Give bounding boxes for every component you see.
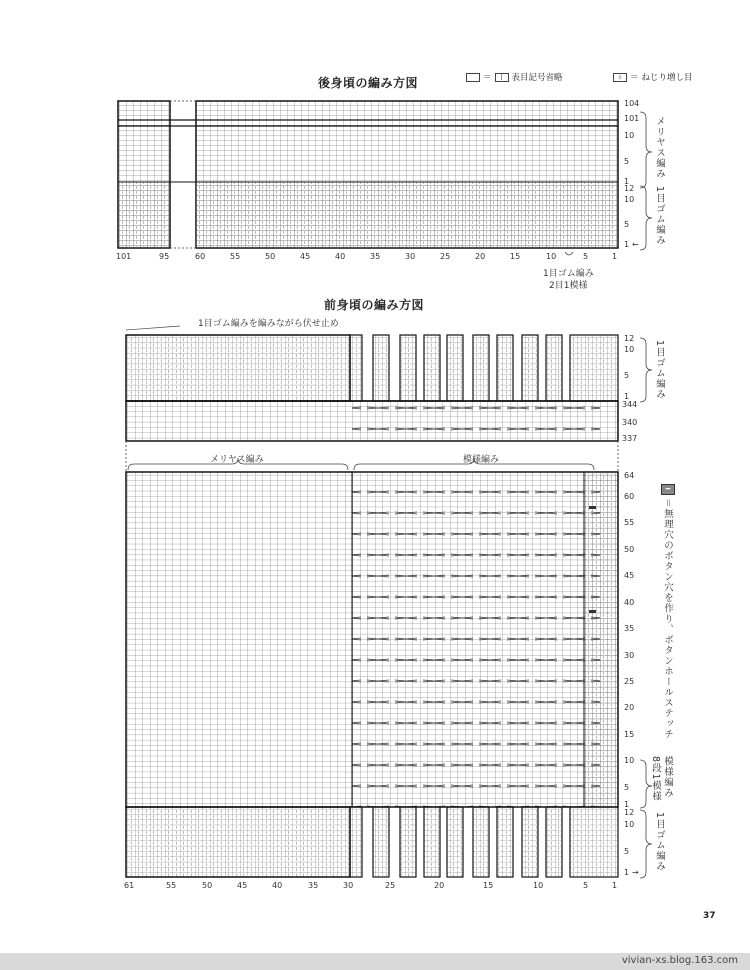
footer-watermark: vivian-xs.blog.163.com (621, 955, 738, 966)
legend-purl-omitted: ＝ | 表目記号省略 (466, 71, 563, 83)
front-row-45: 45 (624, 571, 635, 580)
front-row-10: 10 (624, 756, 635, 765)
front-row-25: 25 (624, 677, 635, 686)
front-top-row-1: 1 (624, 392, 630, 401)
back-row-5: 5 (624, 157, 630, 166)
front-top-row-340: 340 (622, 418, 638, 427)
front-col-15: 15 (483, 881, 494, 890)
back-col-1: 1 (612, 252, 618, 261)
footer-bar (0, 953, 750, 970)
back-col-55: 55 (230, 252, 241, 261)
back-col-10: 10 (546, 252, 557, 261)
front-top-row-5: 5 (624, 371, 630, 380)
front-chart-title: 前身頃の編み方図 (324, 298, 425, 312)
legend-twisted-increase: ᛟ ＝ ねじり増し目 (613, 71, 693, 83)
section-label-pattern: 模様編み (463, 455, 500, 465)
front-col-25: 25 (385, 881, 396, 890)
back-row-1a: 1 (624, 177, 630, 186)
rib-note-line2: 2目1模様 (549, 281, 588, 291)
front-col-45: 45 (237, 881, 248, 890)
front-row-60: 60 (624, 492, 635, 501)
front-col-35: 35 (308, 881, 319, 890)
legend-text: 表目記号省略 (511, 73, 563, 83)
front-row-15: 15 (624, 730, 635, 739)
section-label-stockinette: メリヤス編み (210, 455, 264, 465)
front-col-61: 61 (124, 881, 135, 890)
front-top-row-344: 344 (622, 400, 638, 409)
back-row-12: 12 (624, 184, 635, 193)
back-side-label-rib: 1目ゴム編み (654, 186, 665, 246)
front-row-40: 40 (624, 598, 635, 607)
front-row-5: 5 (624, 783, 630, 792)
back-row-10b: 10 (624, 195, 635, 204)
front-row-50: 50 (624, 545, 635, 554)
buttonhole-note: ＝無理穴のボタン穴を作り、ボタンホールステッチ (662, 498, 673, 740)
buttonhole-symbol-icon: ━ (661, 484, 675, 495)
back-col-40: 40 (335, 252, 346, 261)
front-col-10: 10 (533, 881, 544, 890)
front-top-side-label: 1目ゴム編み (654, 340, 665, 400)
front-row-64: 64 (624, 471, 635, 480)
front-bottom-row-10: 10 (624, 820, 635, 829)
front-top-row-337: 337 (622, 434, 638, 443)
back-col-95: 95 (159, 252, 170, 261)
pattern-repeat-label: 8段1模様 (650, 756, 661, 802)
front-row-35: 35 (624, 624, 635, 633)
front-bottom-row-12: 12 (624, 808, 635, 817)
back-row-101: 101 (624, 114, 640, 123)
back-row-5b: 5 (624, 220, 630, 229)
front-col-1: 1 (612, 881, 618, 890)
legend-text: ねじり増し目 (641, 73, 693, 83)
back-side-label-stockinette: メリヤス編み (654, 116, 665, 179)
twist-increase-icon: ᛟ (613, 73, 627, 82)
front-col-20: 20 (434, 881, 445, 890)
page-number: 37 (703, 911, 716, 921)
front-bottom-row-1: 1 (624, 868, 630, 877)
bind-off-note: 1目ゴム編みを編みながら伏せ止め (198, 319, 339, 329)
start-arrow-icon: → (632, 868, 639, 877)
back-chart-title: 後身頃の編み方図 (318, 76, 419, 90)
back-col-5: 5 (583, 252, 589, 261)
front-col-30: 30 (343, 881, 354, 890)
front-row-55: 55 (624, 518, 635, 527)
front-row-1: 1 (624, 800, 630, 809)
front-bottom-side-label: 1目ゴム編み (654, 812, 665, 872)
front-bottom-row-5: 5 (624, 847, 630, 856)
pattern-side-label: 模様編み (662, 756, 673, 798)
back-col-60: 60 (195, 252, 206, 261)
front-row-20: 20 (624, 703, 635, 712)
back-row-10: 10 (624, 131, 635, 140)
back-col-35: 35 (370, 252, 381, 261)
back-col-30: 30 (405, 252, 416, 261)
back-col-25: 25 (440, 252, 451, 261)
front-row-30: 30 (624, 651, 635, 660)
back-col-50: 50 (265, 252, 276, 261)
rib-note-line1: 1目ゴム編み (543, 269, 594, 279)
front-top-row-12: 12 (624, 334, 635, 343)
start-arrow-icon: ← (632, 240, 639, 249)
back-col-45: 45 (300, 252, 311, 261)
back-row-1b: 1 (624, 240, 630, 249)
front-col-55: 55 (166, 881, 177, 890)
back-col-101: 101 (116, 252, 132, 261)
back-col-20: 20 (475, 252, 486, 261)
front-chart-grid (0, 300, 750, 900)
front-col-40: 40 (272, 881, 283, 890)
front-col-5: 5 (583, 881, 589, 890)
knit-stitch-icon: | (495, 73, 509, 82)
back-row-104: 104 (624, 99, 640, 108)
front-col-50: 50 (202, 881, 213, 890)
back-col-15: 15 (510, 252, 521, 261)
front-top-row-10: 10 (624, 345, 635, 354)
